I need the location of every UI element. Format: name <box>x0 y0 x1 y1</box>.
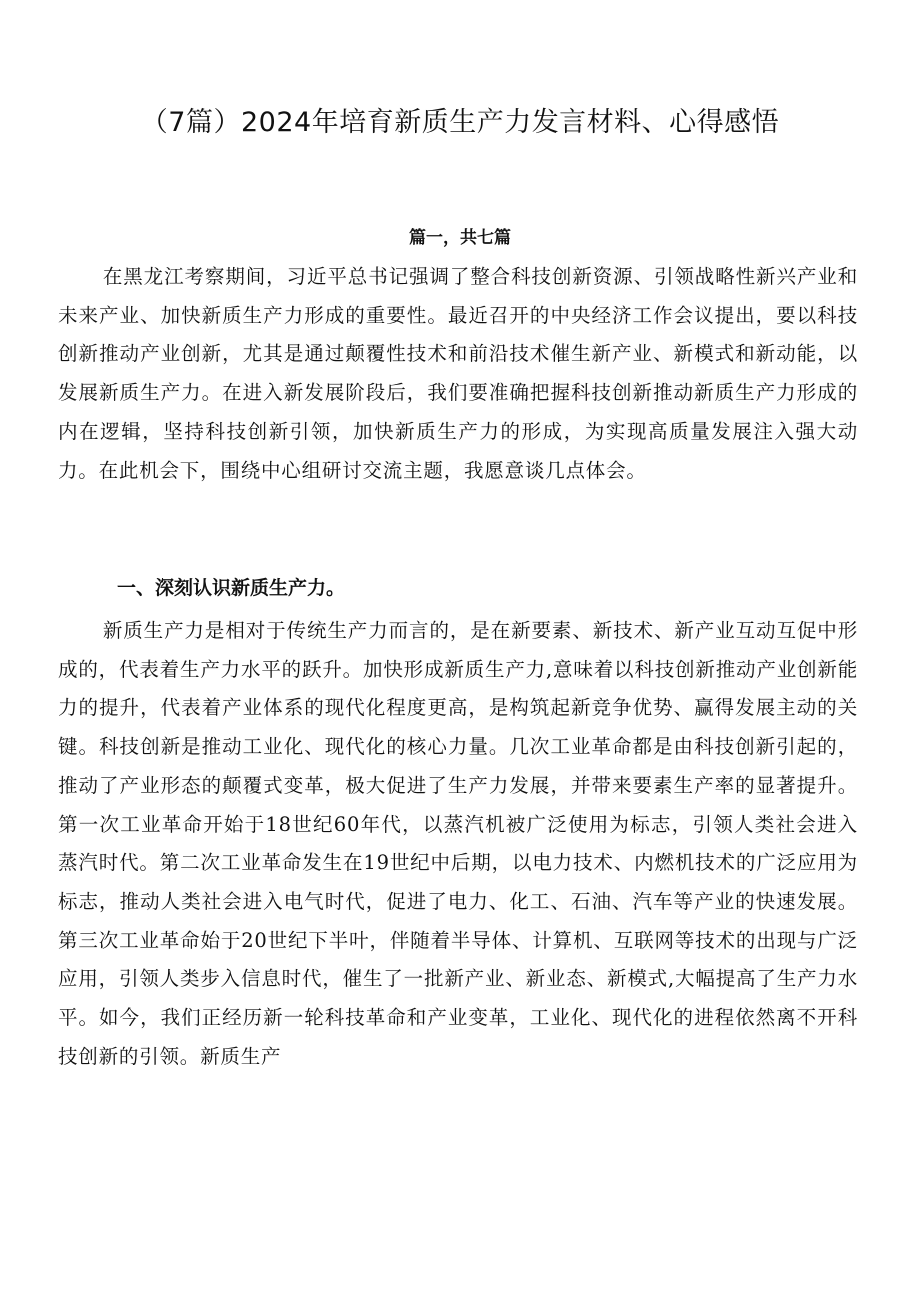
paragraph-new-productivity: 新质生产力是相对于传统生产力而言的，是在新要素、新技术、新产业互动互促中形成的，代表着生产力水平的跃升。加快形成新质生产力,意味着以科技创新推动产业创新能力的提升，代表着产业体系的现代化程度更高，是构筑起新竞争优势、赢得发展主动的关键。科技创新是推动工业化、现代化的核心力量。几次工业革命都是由科技创新引起的，推动了产业形态的颠覆式变革，极大促进了生产力发展，并带来要素生产率的显著提升。第一次工业革命开始于18世纪60年代，以蒸汽机被广泛使用为标志，引领人类社会进入蒸汽时代。第二次工业革命发生在19世纪中后期，以电力技术、内燃机技术的广泛应用为标志，推动人类社会进入电气时代，促进了电力、化工、石油、汽车等产业的快速发展。第三次工业革命始于20世纪下半叶，伴随着半导体、计算机、互联网等技术的出现与广泛应用，引领人类步入信息时代，催生了一批新产业、新业态、新模式,大幅提高了生产力水平。如今，我们正经历新一轮科技革命和产业变革，工业化、现代化的进程依然离不开科技创新的引领。新质生产 <box>58 619 858 1068</box>
section-heading: 篇一，共七篇 <box>409 228 511 248</box>
document-title: （7篇）2024年培育新质生产力发言材料、心得感悟 <box>140 107 780 138</box>
paragraph-intro: 在黑龙江考察期间，习近平总书记强调了整合科技创新资源、引领战略性新兴产业和未来产业、加快新质生产力形成的重要性。最近召开的中央经济工作会议提出，要以科技创新推动产业创新，尤其是通过颠覆性技术和前沿技术催生新产业、新模式和新动能，以发展新质生产力。在进入新发展阶段后，我们要准确把握科技创新推动新质生产力形成的内在逻辑，坚持科技创新引领，加快新质生产力的形成，为实现高质量发展注入强大动力。在此机会下，围绕中心组研讨交流主题，我愿意谈几点体会。 <box>58 265 858 482</box>
sub-heading-1: 一、深刻认识新质生产力。 <box>117 577 346 599</box>
